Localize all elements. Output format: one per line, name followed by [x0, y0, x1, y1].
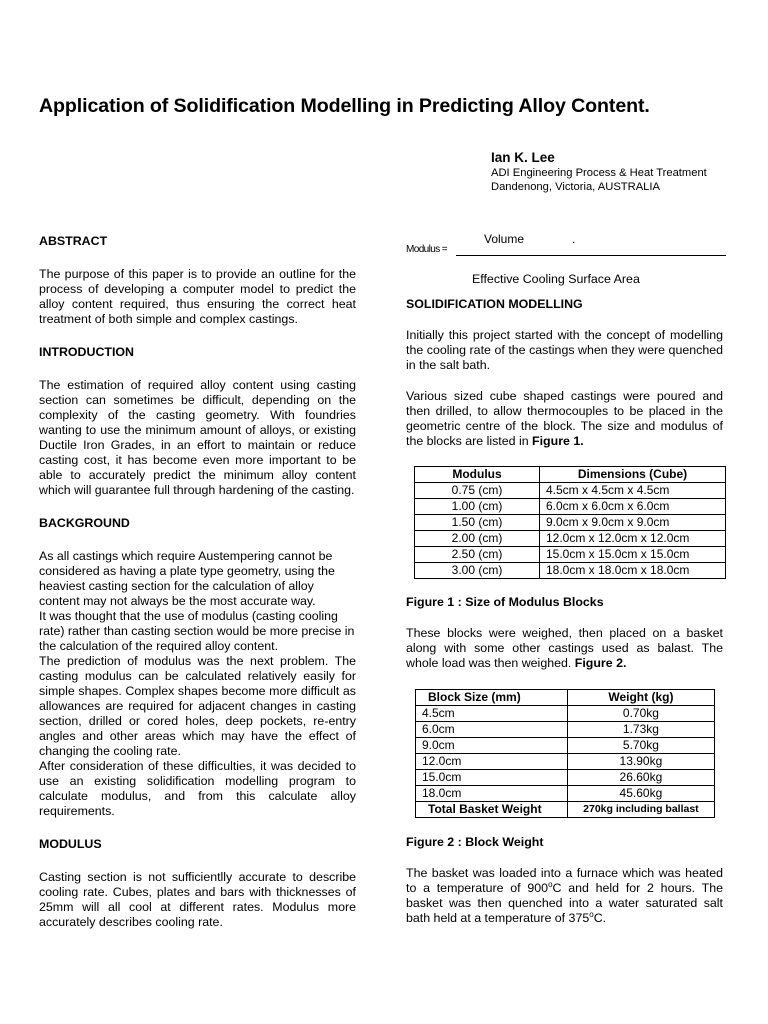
total-label: Total Basket Weight [416, 802, 568, 818]
introduction-heading: INTRODUCTION [39, 345, 134, 359]
figure-2-caption: Figure 2 : Block Weight [406, 835, 544, 849]
table-row [415, 499, 726, 515]
table-total-row [416, 802, 715, 818]
weighing-paragraph [406, 626, 723, 671]
solidification-paragraph-2 [406, 389, 723, 449]
figure-2-reference: Figure 2. [574, 656, 627, 670]
author-name: Ian K. Lee [491, 150, 555, 165]
furnace-paragraph [406, 866, 723, 926]
abstract-heading: ABSTRACT [39, 234, 108, 248]
furnace-text-b: C and held for 2 hours. The basket was then quenched into a water saturated salt bath held at a temperature of 375 [406, 881, 723, 925]
table-row [416, 722, 715, 738]
right-column [406, 230, 723, 926]
background-paragraph-4: After consideration of these difficulties, it was decided to use an existing solidification modelling program to calculate modulus, and from this calculate alloy requirements. [39, 759, 356, 818]
table-cell: 12.0cm [416, 754, 568, 770]
table-cell: 1.50 (cm) [415, 515, 540, 531]
background-heading: BACKGROUND [39, 516, 130, 530]
table-cell: 13.90kg [567, 754, 714, 770]
table-header-cell: Weight (kg) [567, 690, 714, 706]
table-cell: 3.00 (cm) [415, 563, 540, 579]
table-row [416, 738, 715, 754]
table-row [415, 547, 726, 563]
table-cell: 9.0cm [416, 738, 568, 754]
modulus-text: Casting section is not sufficientlly accurate to describe cooling rate. Cubes, plates and bars with thicknesses of 25mm will all cool at different rates. Modulus more accurately describes cooling rate. [39, 870, 356, 929]
table-row [416, 706, 715, 722]
author-affiliation [491, 166, 707, 194]
table-header-cell: Block Size (mm) [416, 690, 568, 706]
table-row [415, 483, 726, 499]
table-cell: 0.75 (cm) [415, 483, 540, 499]
table-cell: 12.0cm x 12.0cm x 12.0cm [540, 531, 726, 547]
table-header-cell: Modulus [415, 467, 540, 483]
table-row [416, 786, 715, 802]
abstract-text: The purpose of this paper is to provide an outline for the process of developing a computer model to predict the alloy content required, thus ensuring the correct heat treatment of both simple and complex castings. [39, 267, 356, 326]
table-cell: 15.0cm x 15.0cm x 15.0cm [540, 547, 726, 563]
equation-numerator: Volume [484, 232, 525, 246]
left-column [39, 234, 356, 930]
background-paragraph-3: The prediction of modulus was the next problem. The casting modulus can be calculated relatively easily for simple shapes. Complex shapes become more difficult as allowances are required for adjacent changes in casting section, drilled or cored holes, deep pockets, re-entry angles and other areas which may have the effect of changing the cooling rate. [39, 654, 356, 758]
background-paragraph-2: It was thought that the use of modulus (casting cooling rate) rather than casting section would be more precise in the calculation of the required alloy content. [39, 609, 355, 653]
furnace-text-c: C. [593, 911, 607, 925]
modulus-table [414, 466, 726, 579]
table-cell: 18.0cm [416, 786, 568, 802]
table-header-row [416, 690, 715, 706]
introduction-text: The estimation of required alloy content using casting section can sometimes be difficult, depending on the complexity of the casting geometry. With foundries wanting to use the minimum amount of alloys, or existing Ductile Iron Grades, in an effort to maintain or reduce casting cost, it has become even more important to be able to accurately predict the minimum alloy content which will guarantee full through hardening of the casting. [39, 378, 356, 497]
solidification-paragraph-1: Initially this project started with the concept of modelling the cooling rate of the castings when they were quenched in the salt bath. [406, 328, 723, 372]
table-cell: 1.00 (cm) [415, 499, 540, 515]
solidification-paragraph-2-text: Various sized cube shaped castings were poured and then drilled, to allow thermocouples to be placed in the geometric centre of the block. The size and modulus of the blocks are listed in [406, 389, 723, 448]
table-row [416, 754, 715, 770]
table-header-cell: Dimensions (Cube) [540, 467, 726, 483]
fraction-bar [456, 255, 726, 256]
solidification-heading: SOLIDIFICATION MODELLING [406, 297, 583, 311]
table-cell: 45.60kg [567, 786, 714, 802]
modulus-equation [406, 230, 723, 290]
background-paragraph-1: As all castings which require Austempering cannot be considered as having a plate type geometry, using the heaviest casting section for the calculation of alloy content may not always be the most accurate way. [39, 549, 335, 608]
block-weight-table [415, 689, 715, 818]
table-cell: 26.60kg [567, 770, 714, 786]
table-row [415, 531, 726, 547]
table-cell: 4.5cm [416, 706, 568, 722]
table-cell: 5.70kg [567, 738, 714, 754]
furnace-text-a: The basket was loaded into a furnace which was heated to a temperature of 900 [406, 866, 723, 895]
table-cell: 9.0cm x 9.0cm x 9.0cm [540, 515, 726, 531]
weighing-text: These blocks were weighed, then placed on a basket along with some other castings used as balast. The whole load was then weighed. [406, 626, 723, 670]
table-cell: 2.50 (cm) [415, 547, 540, 563]
figure-1-caption: Figure 1 : Size of Modulus Blocks [406, 595, 604, 609]
equation-label: Modulus = [406, 244, 448, 255]
equation-dot: . [572, 232, 576, 246]
affiliation-line-1: ADI Engineering Process & Heat Treatment [491, 167, 707, 179]
table-cell: 2.00 (cm) [415, 531, 540, 547]
table-row [415, 515, 726, 531]
table-header-row [415, 467, 726, 483]
table-cell: 4.5cm x 4.5cm x 4.5cm [540, 483, 726, 499]
paper-title: Application of Solidification Modelling in Predicting Alloy Content. [39, 95, 650, 117]
table-cell: 15.0cm [416, 770, 568, 786]
table-row [415, 563, 726, 579]
table-cell: 6.0cm [416, 722, 568, 738]
degree-symbol: o [548, 879, 553, 889]
figure-1-reference: Figure 1. [532, 434, 584, 448]
affiliation-line-2: Dandenong, Victoria, AUSTRALIA [491, 181, 660, 193]
total-value: 270kg including ballast [567, 802, 714, 818]
modulus-heading: MODULUS [39, 837, 102, 851]
table-cell: 0.70kg [567, 706, 714, 722]
table-cell: 18.0cm x 18.0cm x 18.0cm [540, 563, 726, 579]
degree-symbol: o [589, 909, 594, 919]
equation-denominator: Effective Cooling Surface Area [472, 272, 640, 286]
table-row [416, 770, 715, 786]
table-cell: 6.0cm x 6.0cm x 6.0cm [540, 499, 726, 515]
table-cell: 1.73kg [567, 722, 714, 738]
